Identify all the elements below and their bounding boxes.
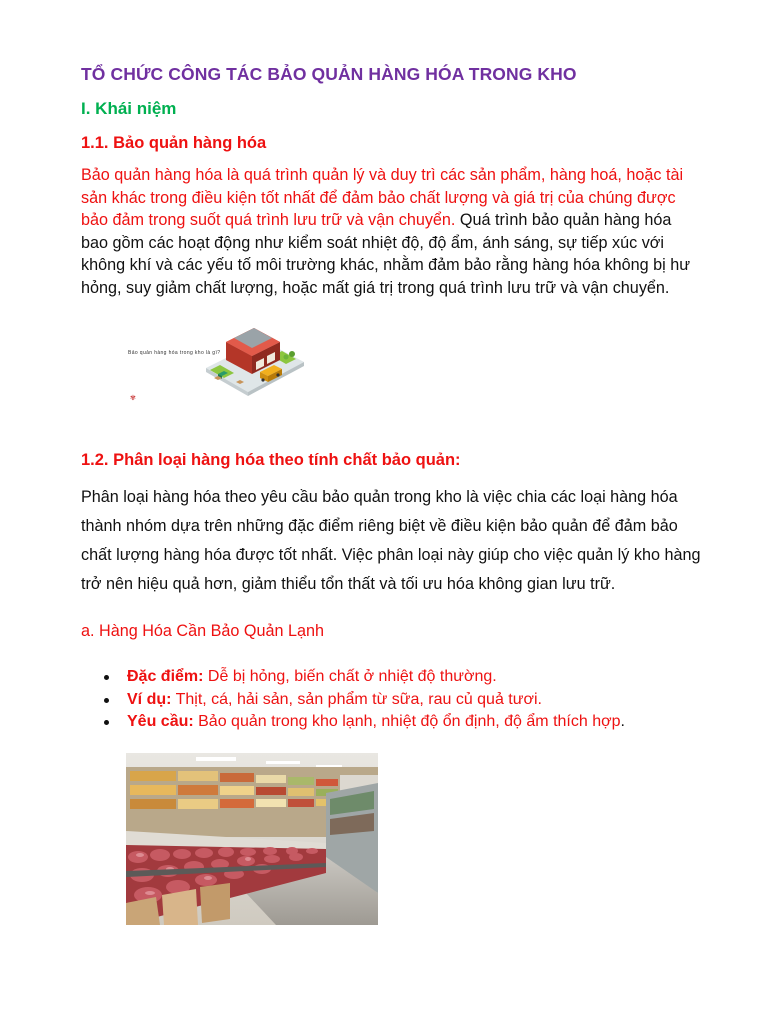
- subheading-cold-storage: a. Hàng Hóa Cần Bảo Quản Lạnh: [81, 622, 324, 640]
- warehouse-illustration: [122, 312, 307, 406]
- warehouse-caption: Bảo quản hàng hóa trong kho là gì?: [128, 350, 220, 356]
- bullet-text: Dễ bị hỏng, biến chất ở nhiệt độ thường.: [203, 668, 497, 685]
- list-item: [81, 711, 701, 734]
- paragraph-classification: Phân loại hàng hóa theo yêu cầu bảo quản trong kho là việc chia các loại hàng hóa thành nhóm dựa trên những đặc điểm riêng biệt về điều kiện bảo quản để đảm bảo chất lượng hàng hóa được tốt nhất. Việc phân loại này giúp cho việc quản lý kho hàng trở nên hiệu quả hơn, giảm thiểu tổn thất và tối ưu hóa không gian lưu trữ.: [81, 488, 701, 593]
- paragraph-definition: [81, 164, 701, 299]
- bullet-label: Ví dụ:: [127, 690, 172, 708]
- bullet-dot-icon: [104, 675, 109, 680]
- svg-text:✾: ✾: [130, 395, 136, 402]
- bullet-label: Đặc điểm:: [127, 668, 204, 685]
- bullet-label: Yêu cầu:: [127, 713, 194, 730]
- list-item: [81, 689, 701, 712]
- bullet-dot-icon: [104, 720, 109, 725]
- document-title: TỔ CHỨC CÔNG TÁC BẢO QUẢN HÀNG HÓA TRONG KHO: [81, 64, 577, 84]
- paragraph-definition-highlight: Bảo quản hàng hóa là quá trình quản lý và duy trì các sản phẩm, hàng hoá, hoặc tài sản khác trong điều kiện tốt nhất để đảm bảo chất lượng và giá trị của chúng được bảo đảm trong suốt quá trình lưu trữ và vận chuyển.: [81, 166, 684, 229]
- list-item: [81, 666, 701, 689]
- section-heading-concept: I. Khái niệm: [81, 99, 177, 118]
- cold-storage-bullet-list: [81, 666, 701, 734]
- bullet-text: Bảo quản trong kho lạnh, nhiệt độ ổn định, độ ẩm thích hợp: [193, 713, 621, 730]
- subsection-heading-classification: 1.2. Phân loại hàng hóa theo tính chất bảo quản:: [81, 451, 461, 469]
- bullet-tail: .: [620, 713, 625, 730]
- cold-storage-photo: [126, 753, 378, 925]
- bullet-text: Thịt, cá, hải sản, sản phẩm từ sữa, rau củ quả tươi.: [171, 690, 542, 708]
- bullet-dot-icon: [104, 698, 109, 703]
- subsection-heading-preservation: 1.1. Bảo quản hàng hóa: [81, 134, 267, 152]
- paragraph-definition-body: Quá trình bảo quản hàng hóa bao gồm các hoạt động như kiểm soát nhiệt độ, độ ẩm, ánh sáng, sự tiếp xúc với không khí và các yếu tố môi trường khác, nhằm đảm bảo rằng hàng hóa không bị hư hỏng, suy giảm chất lượng, hoặc mất giá trị trong quá trình lưu trữ và vận chuyển.: [81, 211, 691, 297]
